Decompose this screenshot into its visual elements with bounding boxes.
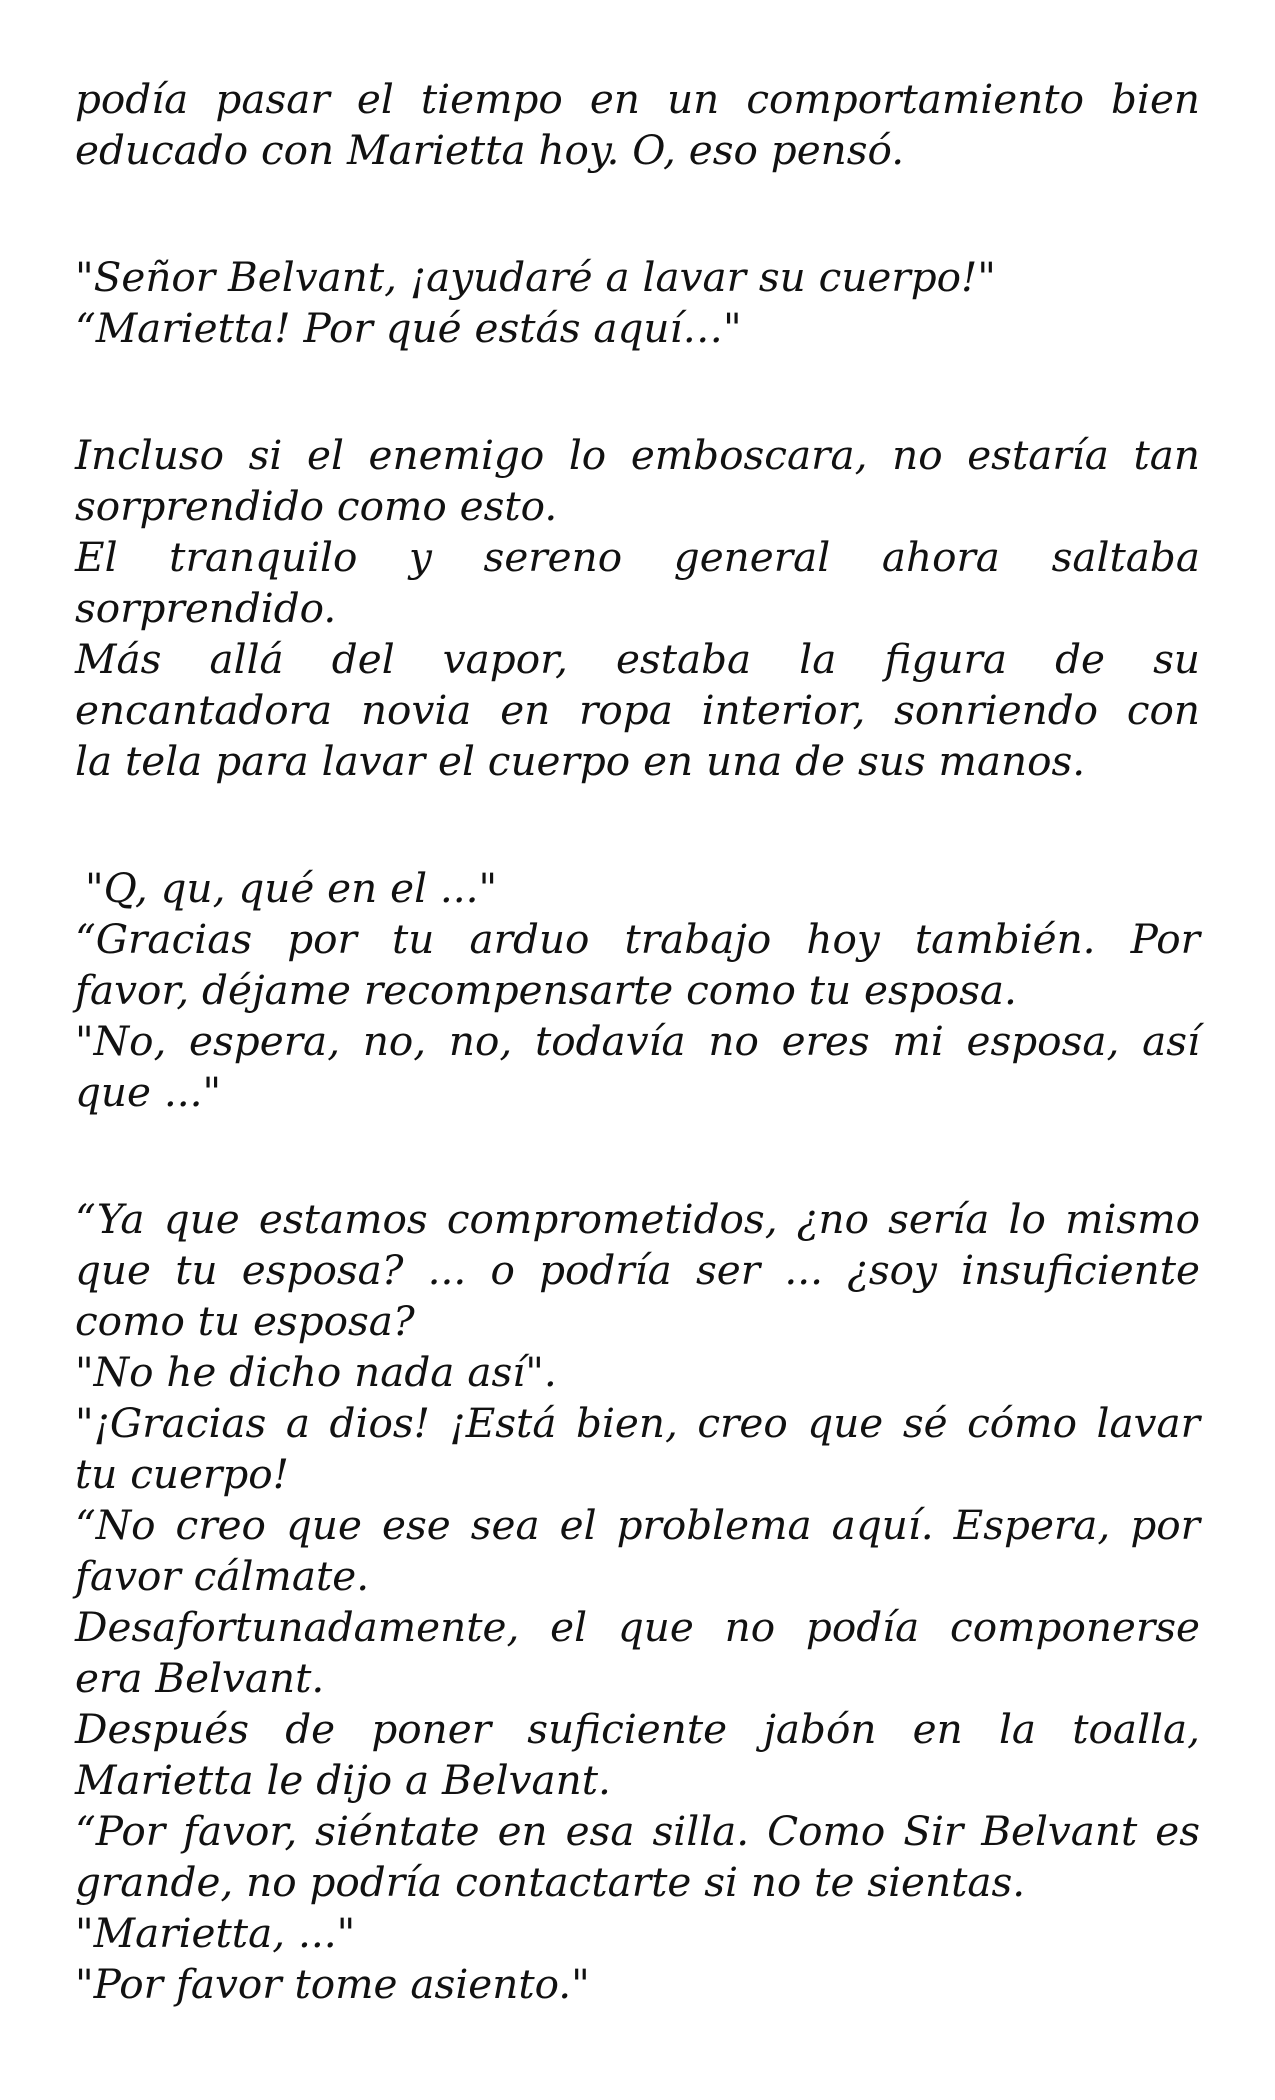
- paragraph-gap: [75, 354, 1200, 430]
- text-line: Desafortunadamente, el que no podía componerse: [75, 1603, 1200, 1651]
- paragraph: [75, 863, 1200, 1118]
- text-line: favor, déjame recompensarte como tu esposa.: [75, 966, 1017, 1014]
- text-line: “Ya que estamos comprometidos, ¿no sería lo mismo: [75, 1195, 1200, 1243]
- text-line: como tu esposa?: [75, 1297, 415, 1345]
- text-line: grande, no podría contactarte si no te sientas.: [75, 1858, 1026, 1906]
- text-line: tu cuerpo!: [75, 1450, 289, 1498]
- paragraph: [75, 1194, 1200, 2010]
- paragraph-gap: [75, 787, 1200, 863]
- text-line: "¡Gracias a dios! ¡Está bien, creo que sé cómo lavar: [75, 1399, 1200, 1447]
- text-line: "Señor Belvant, ¡ayudaré a lavar su cuerpo!": [75, 253, 996, 301]
- text-line: la tela para lavar el cuerpo en una de sus manos.: [75, 737, 1086, 785]
- text-line: favor cálmate.: [75, 1552, 370, 1600]
- text-line: educado con Marietta hoy. O, eso pensó.: [75, 126, 905, 174]
- text-line: “No creo que ese sea el problema aquí. Espera, por: [75, 1501, 1200, 1549]
- text-line: "Marietta, ...": [75, 1909, 356, 1957]
- text-line: Después de poner suficiente jabón en la toalla,: [75, 1705, 1200, 1753]
- paragraph-gap: [75, 176, 1200, 252]
- text-line: que tu esposa? ... o podría ser ... ¿soy insuficiente: [75, 1246, 1200, 1294]
- text-line: “Por favor, siéntate en esa silla. Como Sir Belvant es: [75, 1807, 1200, 1855]
- text-line: “Gracias por tu arduo trabajo hoy también. Por: [75, 915, 1200, 963]
- document-body: [75, 74, 1200, 2010]
- text-line: era Belvant.: [75, 1654, 325, 1702]
- text-line: “Marietta! Por qué estás aquí…": [75, 304, 742, 352]
- text-line: "No he dicho nada así".: [75, 1348, 557, 1396]
- text-line: Marietta le dijo a Belvant.: [75, 1756, 611, 1804]
- text-line: "Q, qu, qué en el ...": [85, 864, 498, 912]
- paragraph: [75, 430, 1200, 787]
- text-line: Incluso si el enemigo lo emboscara, no estaría tan: [75, 431, 1200, 479]
- text-line: sorprendido como esto.: [75, 482, 558, 530]
- text-line: que ...": [75, 1068, 222, 1116]
- text-line: El tranquilo y sereno general ahora saltaba: [75, 533, 1200, 581]
- text-line: Más allá del vapor, estaba la figura de su: [75, 635, 1200, 683]
- paragraph: [75, 252, 1200, 354]
- text-line: sorprendido.: [75, 584, 337, 632]
- text-line: "Por favor tome asiento.": [75, 1960, 590, 2008]
- text-line: podía pasar el tiempo en un comportamiento bien: [75, 75, 1200, 123]
- text-line: "No, espera, no, no, todavía no eres mi esposa, así: [75, 1017, 1200, 1065]
- text-line: encantadora novia en ropa interior, sonriendo con: [75, 686, 1200, 734]
- paragraph: [75, 74, 1200, 176]
- paragraph-gap: [75, 1118, 1200, 1194]
